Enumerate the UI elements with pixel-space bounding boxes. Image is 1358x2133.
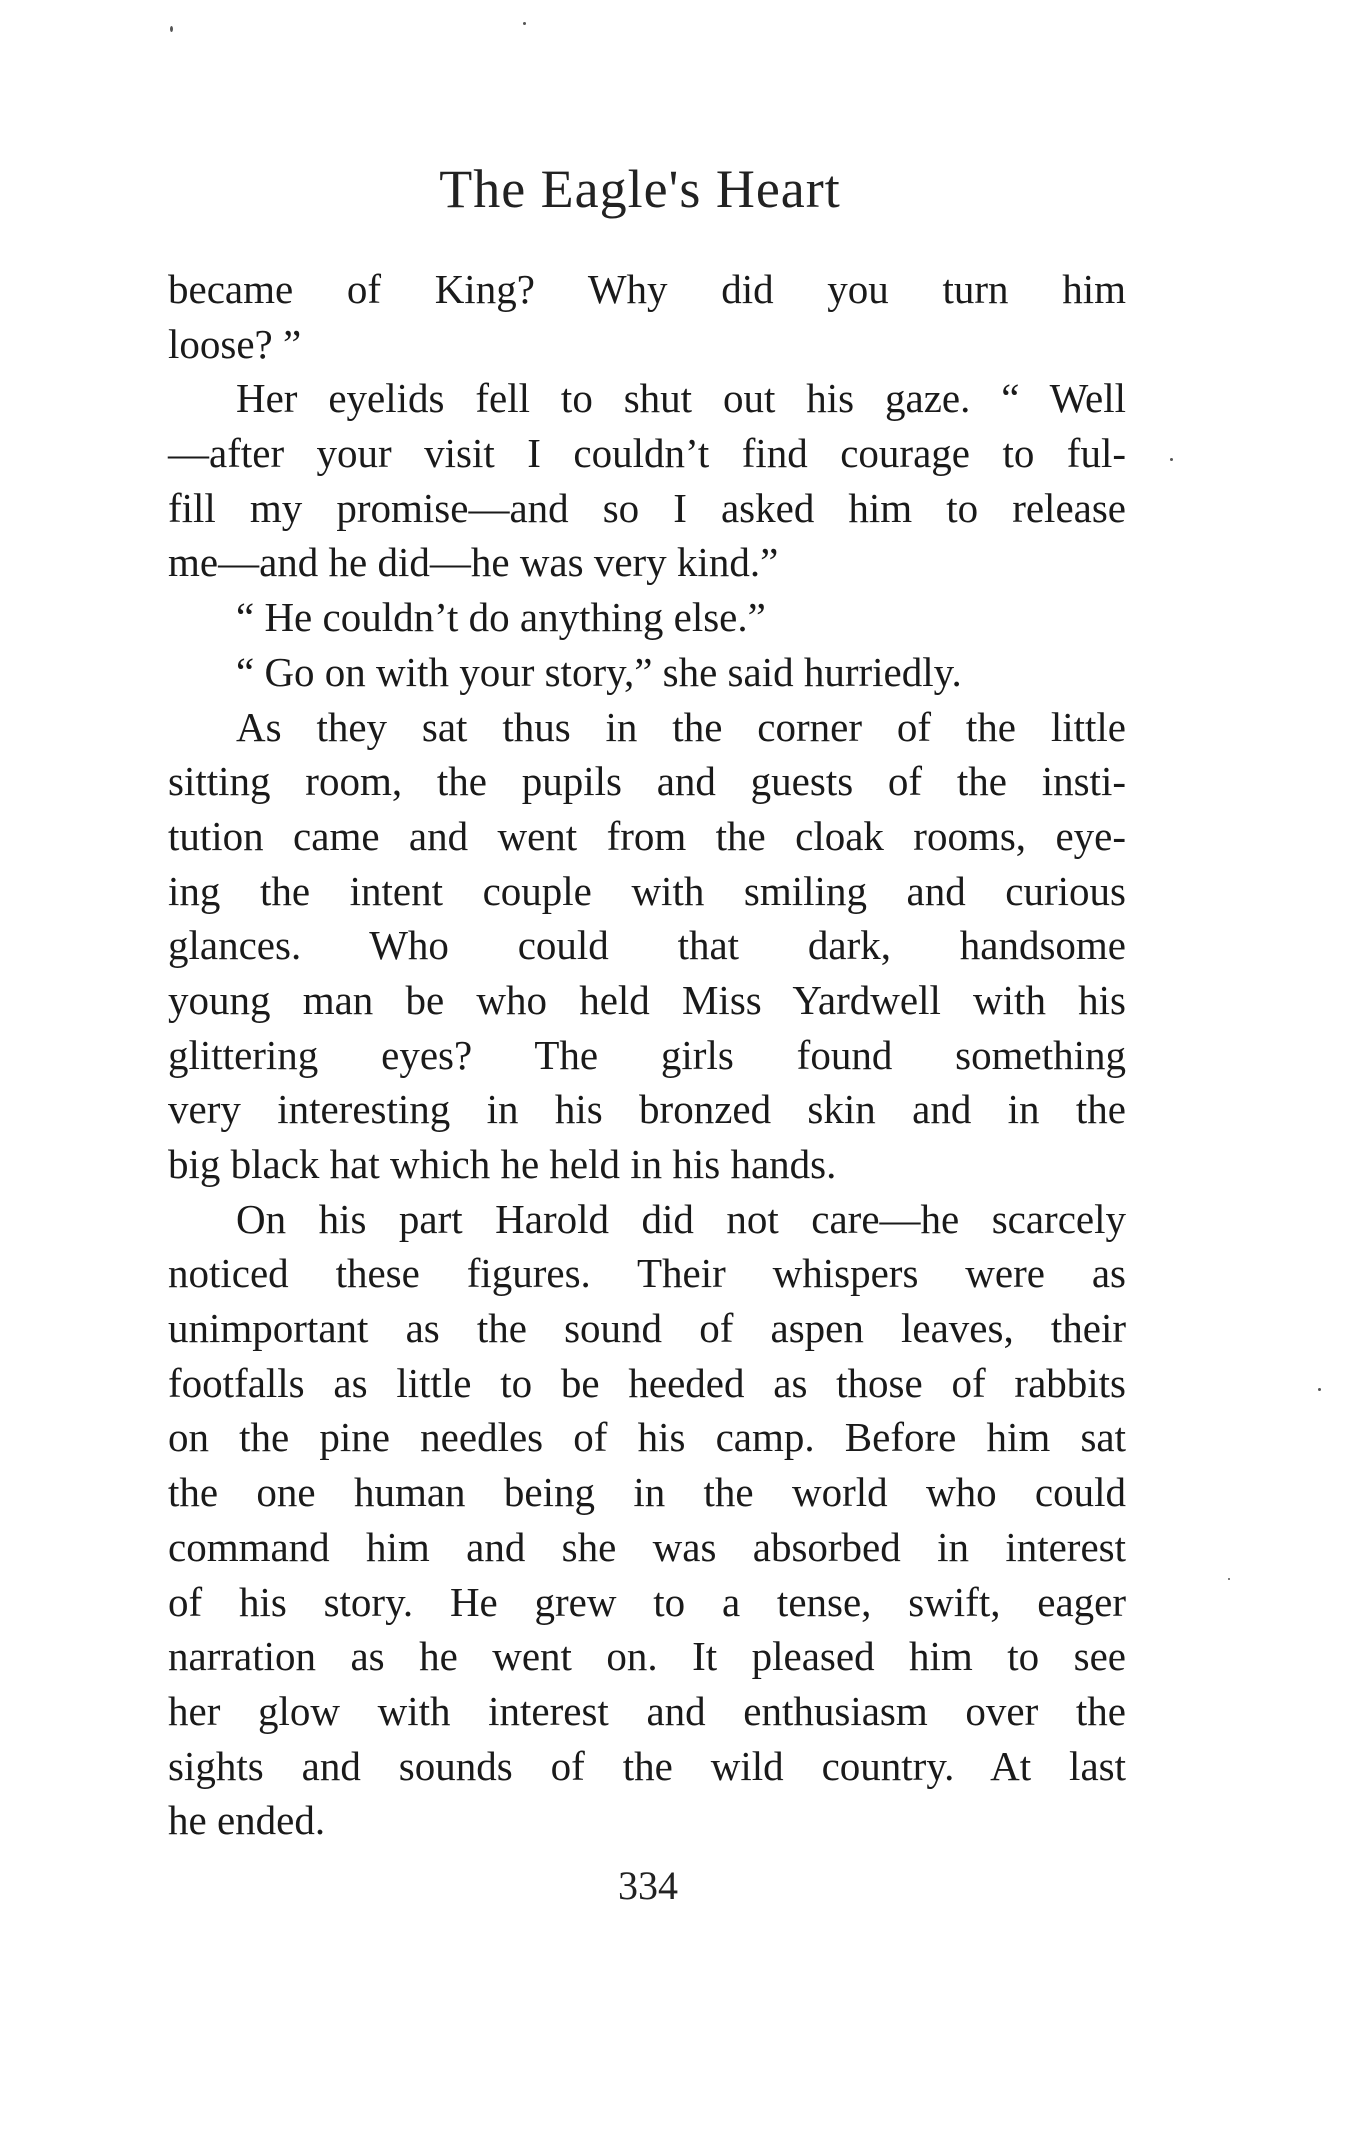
scan-speck <box>1318 1388 1321 1391</box>
text-line: footfalls as little to be heeded as those of rabbits <box>168 1359 1126 1406</box>
text-line: “ He couldn’t do anything else.” <box>236 594 766 641</box>
text-line: of his story. He grew to a tense, swift, eager <box>168 1578 1126 1625</box>
text-line: noticed these figures. Their whispers were as <box>168 1250 1126 1297</box>
body-text <box>168 262 1126 1848</box>
text-line: on the pine needles of his camp. Before him sat <box>168 1414 1126 1461</box>
scan-speck <box>1228 1578 1230 1580</box>
text-line: sitting room, the pupils and guests of the insti- <box>168 758 1126 805</box>
text-line: sights and sounds of the wild country. At last <box>168 1742 1126 1789</box>
text-line: unimportant as the sound of aspen leaves, their <box>168 1305 1126 1352</box>
text-line: Her eyelids fell to shut out his gaze. “ Well <box>236 375 1126 422</box>
text-line: loose? ” <box>168 320 302 367</box>
scan-speck <box>523 22 526 25</box>
text-line: As they sat thus in the corner of the little <box>236 703 1126 750</box>
text-line: young man be who held Miss Yardwell with his <box>168 976 1126 1023</box>
text-line: very interesting in his bronzed skin and in the <box>168 1086 1126 1133</box>
text-line: big black hat which he held in his hands. <box>168 1141 837 1187</box>
text-line: me—and he did—he was very kind.” <box>168 539 779 586</box>
scan-speck <box>170 26 173 32</box>
text-line: he ended. <box>168 1797 326 1844</box>
running-head: The Eagle's Heart <box>439 159 841 219</box>
text-line: On his part Harold did not care—he scarcely <box>236 1195 1126 1242</box>
text-line: fill my promise—and so I asked him to release <box>168 484 1126 531</box>
text-line: glittering eyes? The girls found something <box>168 1031 1126 1078</box>
scan-speck <box>1170 458 1173 461</box>
text-line: —after your visit I couldn’t find courage to ful- <box>168 430 1126 477</box>
text-line: narration as he went on. It pleased him to see <box>168 1633 1126 1680</box>
page-number: 334 <box>618 1863 678 1908</box>
text-line: command him and she was absorbed in interest <box>168 1523 1126 1570</box>
text-line: her glow with interest and enthusiasm over the <box>168 1687 1126 1734</box>
text-line: tution came and went from the cloak rooms, eye- <box>168 812 1126 859</box>
text-line: became of King? Why did you turn him <box>168 266 1126 312</box>
text-line: the one human being in the world who could <box>168 1469 1126 1516</box>
text-line: ing the intent couple with smiling and curious <box>168 867 1126 914</box>
text-line: “ Go on with your story,” she said hurriedly. <box>236 648 962 695</box>
text-line: glances. Who could that dark, handsome <box>168 922 1126 969</box>
